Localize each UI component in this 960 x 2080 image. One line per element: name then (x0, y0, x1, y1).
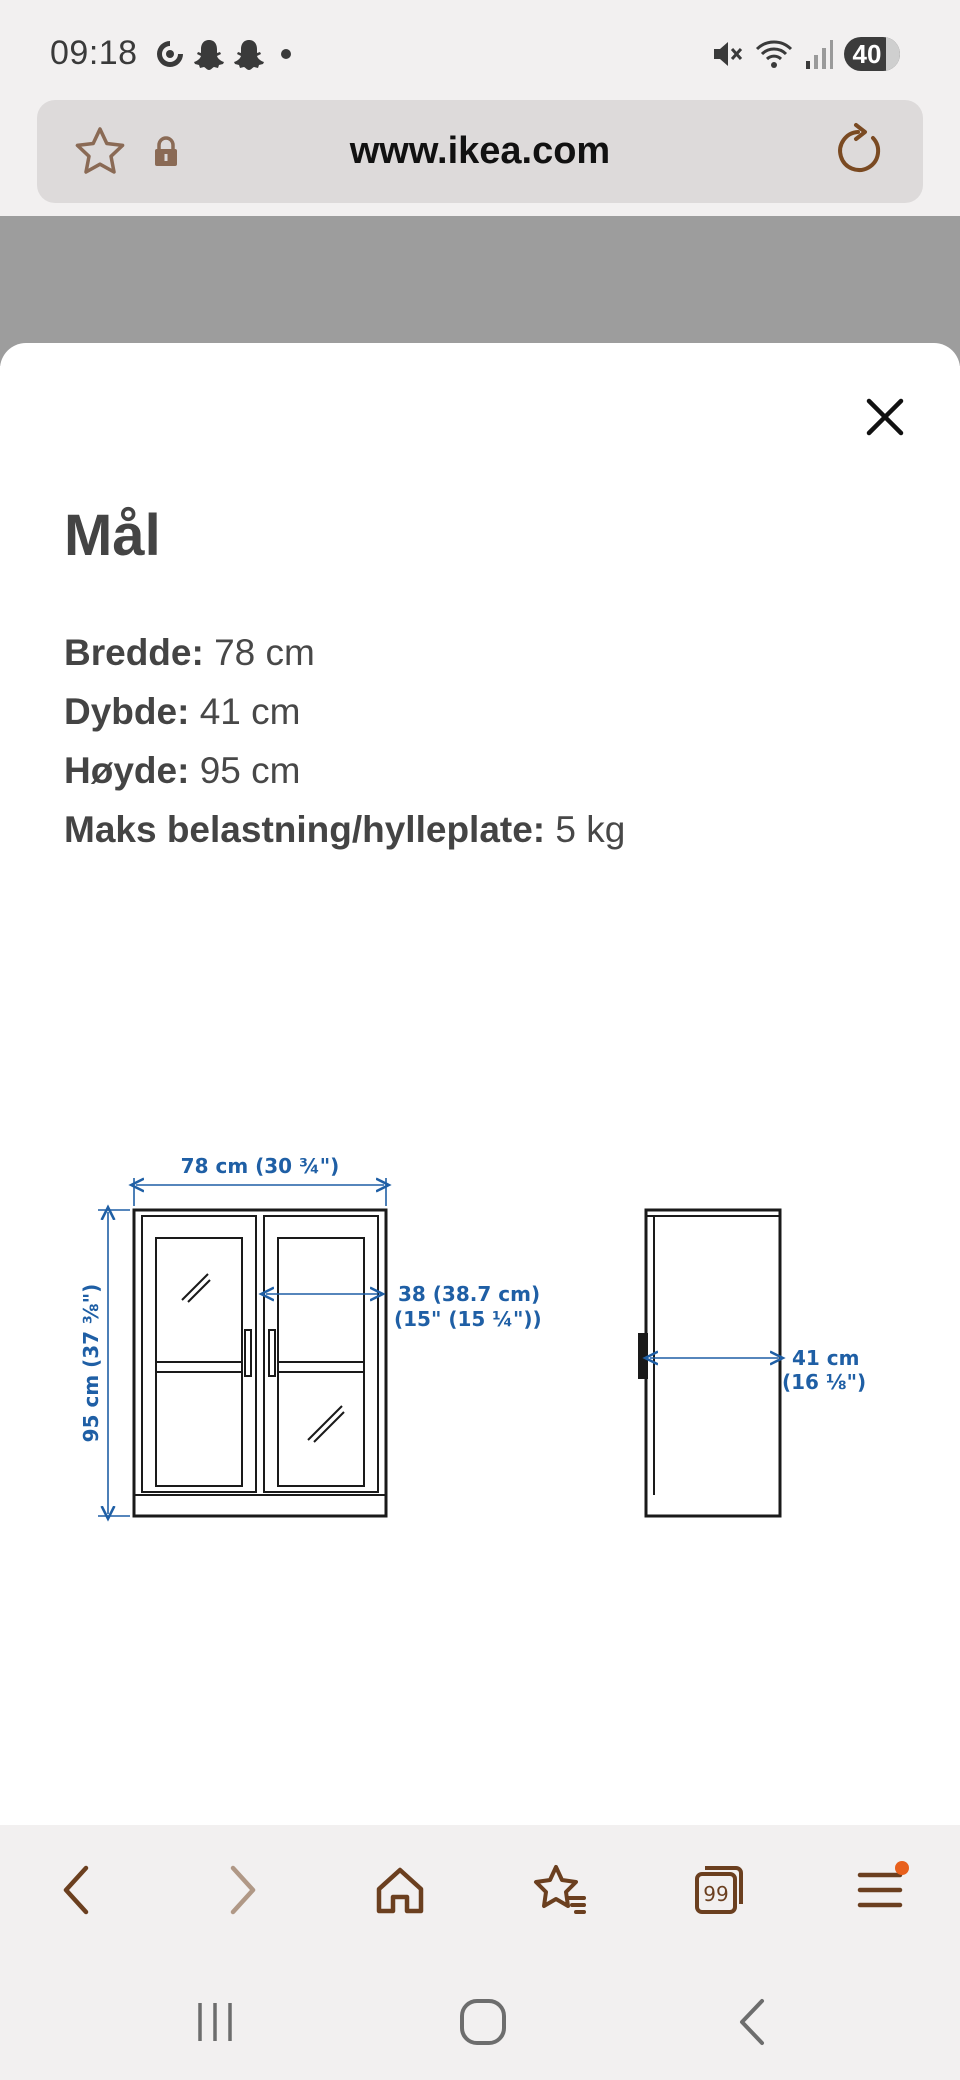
back-chevron-icon (732, 1995, 772, 2049)
tabs-count: 99 (703, 1882, 729, 1906)
status-notification-icons (154, 38, 296, 70)
recents-button[interactable] (180, 1987, 250, 2057)
modal-title: Mål (64, 503, 161, 568)
mute-icon (710, 37, 744, 71)
browser-toolbar (0, 1825, 960, 1955)
back-button[interactable] (42, 1855, 112, 1925)
back-icon (52, 1860, 102, 1920)
snapchat-icon (232, 38, 266, 70)
recents-icon (190, 1997, 240, 2047)
spec-label: Maks belastning/hylleplate: (64, 809, 546, 850)
system-navigation-bar (0, 1955, 960, 2080)
side-view (639, 1210, 780, 1516)
depth-label-line1: 41 cm (792, 1346, 860, 1370)
back-system-button[interactable] (717, 1987, 787, 2057)
inner-width-label-line2: (15" (15 ¼")) (394, 1307, 542, 1331)
menu-button[interactable] (845, 1855, 915, 1925)
tabs-icon (691, 1862, 747, 1918)
url-text[interactable]: www.ikea.com (349, 130, 611, 172)
signal-icon (804, 37, 834, 71)
close-icon[interactable] (862, 394, 908, 440)
home-circle-icon (456, 1995, 510, 2049)
spec-value: 78 cm (214, 632, 315, 673)
snapchat-icon (192, 38, 226, 70)
spec-list (64, 628, 625, 864)
status-system-icons (710, 36, 900, 72)
bookmarks-icon (530, 1862, 588, 1918)
home-button[interactable] (365, 1855, 435, 1925)
spec-label: Bredde: (64, 632, 204, 673)
status-bar (0, 0, 960, 100)
status-time: 09:18 (50, 34, 138, 72)
dot-icon (272, 38, 296, 70)
home-icon (373, 1863, 427, 1917)
forward-icon (217, 1860, 267, 1920)
reload-icon[interactable] (829, 122, 887, 180)
sync-icon (154, 38, 186, 70)
home-system-button[interactable] (448, 1987, 518, 2057)
dimension-diagram (60, 1140, 900, 1540)
inner-width-label-line1: 38 (38.7 cm) (398, 1282, 541, 1306)
forward-button[interactable] (207, 1855, 277, 1925)
depth-label-line2: (16 ⅛") (782, 1370, 867, 1394)
tabs-button[interactable] (684, 1855, 754, 1925)
battery-level: 40 (852, 38, 882, 69)
notification-dot (895, 1861, 909, 1875)
wifi-icon (754, 37, 794, 71)
spec-row-max-load (64, 805, 625, 864)
battery-icon (844, 37, 900, 71)
spec-label: Høyde: (64, 750, 190, 791)
address-bar[interactable] (37, 100, 923, 203)
width-dimension-label: 78 cm (30 ¾") (180, 1154, 340, 1178)
spec-value: 5 kg (555, 809, 626, 850)
spec-label: Dybde: (64, 691, 190, 732)
bookmarks-button[interactable] (524, 1855, 594, 1925)
spec-row-width (64, 628, 625, 687)
spec-value: 95 cm (199, 750, 301, 791)
spec-row-depth (64, 687, 625, 746)
height-dimension-label: 95 cm (37 ⅜") (79, 1283, 103, 1443)
spec-value: 41 cm (199, 691, 301, 732)
spec-row-height (64, 746, 625, 805)
front-view (134, 1210, 386, 1516)
